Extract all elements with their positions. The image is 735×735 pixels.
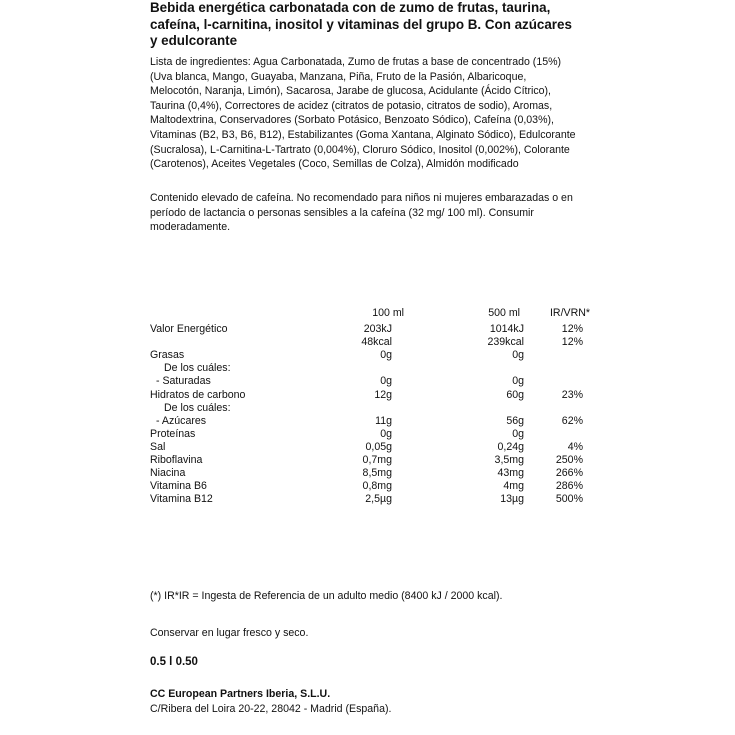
value-per-500ml: 13µg — [500, 493, 524, 506]
value-per-100ml: 0,7mg — [362, 454, 392, 467]
value-per-100ml: 11g — [375, 414, 392, 427]
value-per-100ml: 0,05g — [365, 440, 392, 453]
nutrient-name: De los cuáles: — [164, 362, 231, 375]
value-per-100ml: 2,5µg — [365, 493, 392, 506]
value-per-100ml: 12g — [374, 388, 392, 401]
header-per-500ml: 500 ml — [488, 307, 520, 319]
value-per-100ml: 0g — [380, 427, 392, 440]
nutrition-row — [150, 336, 590, 349]
value-per-500ml: 4mg — [503, 480, 524, 493]
nutrition-row — [150, 389, 590, 402]
nutrition-row — [150, 362, 590, 375]
company-name: CC European Partners Iberia, S.L.U. — [150, 688, 331, 700]
value-ir-vrn: 286% — [555, 480, 583, 493]
ingredients-list: Lista de ingredientes: Agua Carbonatada, Zumo de frutas a base de concentrado (15%) (Uva blanca, Mango, Guayaba, Manzana, Piña, Fruto de la Pasión, Albaricoque, Melocotón, Naranja, Limón), Sacarosa, Jarabe de glucosa, Acidulante (Ácido Cítrico), Taurina (0,4%), Correctores de acidez (citratos de potasio, citratos de sodio), Aromas, Maltodextrina, Conservadores (Sorbato Potásico, Benzoato Sódico), Cafeína (0,03%), Vitaminas (B2, B3, B6, B12), Estabilizantes (Goma Xantana, Alginato Sódico), Edulcorante (Sucralosa), L-Carnitina-L-Tartrato (0,004%), Cloruro Sódico, Inositol (0,002%), Colorante (Carotenos), Aceites Vegetales (Coco, Semillas de Colza), Almidón modificado — [150, 56, 576, 171]
nutrient-name: Valor Energético — [150, 323, 228, 336]
nutrient-name: Niacina — [150, 467, 186, 480]
nutrition-table — [150, 307, 590, 506]
nutrient-name: Hidratos de carbono — [150, 388, 246, 401]
value-per-100ml: 203kJ — [363, 323, 392, 336]
value-ir-vrn: 266% — [555, 467, 583, 480]
value-per-100ml: 0g — [380, 349, 392, 362]
nutrition-row — [150, 454, 590, 467]
value-per-100ml: 0,8mg — [362, 480, 392, 493]
nutrition-row — [150, 441, 590, 454]
value-per-500ml: 0g — [512, 427, 524, 440]
nutrient-name: Sal — [150, 440, 166, 453]
nutrition-row — [150, 428, 590, 441]
nutrition-row — [150, 493, 590, 506]
caffeine-warning: Contenido elevado de cafeína. No recomendado para niños ni mujeres embarazadas o en período de lactancia o personas sensibles a la cafeína (32 mg/ 100 ml). Consumir moderadamente. — [150, 192, 573, 234]
nutrition-row — [150, 323, 590, 336]
value-per-500ml: 56g — [506, 414, 524, 427]
nutrition-row — [150, 415, 590, 428]
value-ir-vrn: 23% — [561, 388, 583, 401]
value-per-100ml: 0g — [380, 375, 392, 388]
nutrition-row — [150, 467, 590, 480]
value-per-100ml: 48kcal — [361, 336, 392, 349]
value-ir-vrn: 62% — [561, 414, 583, 427]
value-per-500ml: 239kcal — [487, 336, 524, 349]
nutrient-name: - Azúcares — [156, 414, 207, 427]
value-per-500ml: 0,24g — [497, 440, 524, 453]
value-ir-vrn: 250% — [555, 454, 583, 467]
ir-footnote: (*) IR*IR = Ingesta de Referencia de un adulto medio (8400 kJ / 2000 kcal). — [150, 590, 503, 602]
nutrient-name: Proteínas — [150, 427, 196, 440]
nutrient-name: Grasas — [150, 349, 185, 362]
nutrition-row — [150, 375, 590, 388]
header-ir-vrn: IR/VRN* — [549, 307, 590, 319]
value-per-500ml: 43mg — [497, 467, 524, 480]
header-per-100ml: 100 ml — [372, 307, 404, 319]
nutrient-name: Vitamina B6 — [150, 480, 207, 493]
nutrition-header-row — [150, 307, 590, 320]
volume-info: 0.5 l 0.50 — [150, 656, 198, 668]
storage-instructions: Conservar en lugar fresco y seco. — [150, 627, 309, 639]
value-ir-vrn: 4% — [567, 440, 583, 453]
value-per-500ml: 0g — [512, 349, 524, 362]
nutrition-row — [150, 480, 590, 493]
value-per-100ml: 8,5mg — [362, 467, 392, 480]
value-ir-vrn: 12% — [561, 323, 583, 336]
value-per-500ml: 1014kJ — [489, 323, 524, 336]
nutrient-name: De los cuáles: — [164, 401, 231, 414]
nutrition-row — [150, 402, 590, 415]
value-ir-vrn: 500% — [555, 493, 583, 506]
company-address: C/Ribera del Loira 20-22, 28042 - Madrid (España). — [150, 703, 392, 715]
product-label — [150, 0, 590, 735]
nutrient-name: Riboflavina — [150, 454, 203, 467]
nutrient-name: - Saturadas — [156, 375, 211, 388]
value-per-500ml: 0g — [512, 375, 524, 388]
value-per-500ml: 3,5mg — [494, 454, 524, 467]
product-title: Bebida energética carbonatada con de zumo de frutas, taurina, cafeína, l-carnitina, inositol y vitaminas del grupo B. Con azúcares y edulcorante — [150, 0, 572, 48]
nutrition-row — [150, 349, 590, 362]
value-ir-vrn: 12% — [561, 336, 583, 349]
value-per-500ml: 60g — [506, 388, 524, 401]
nutrient-name: Vitamina B12 — [150, 493, 213, 506]
nutrition-rows — [150, 323, 590, 506]
